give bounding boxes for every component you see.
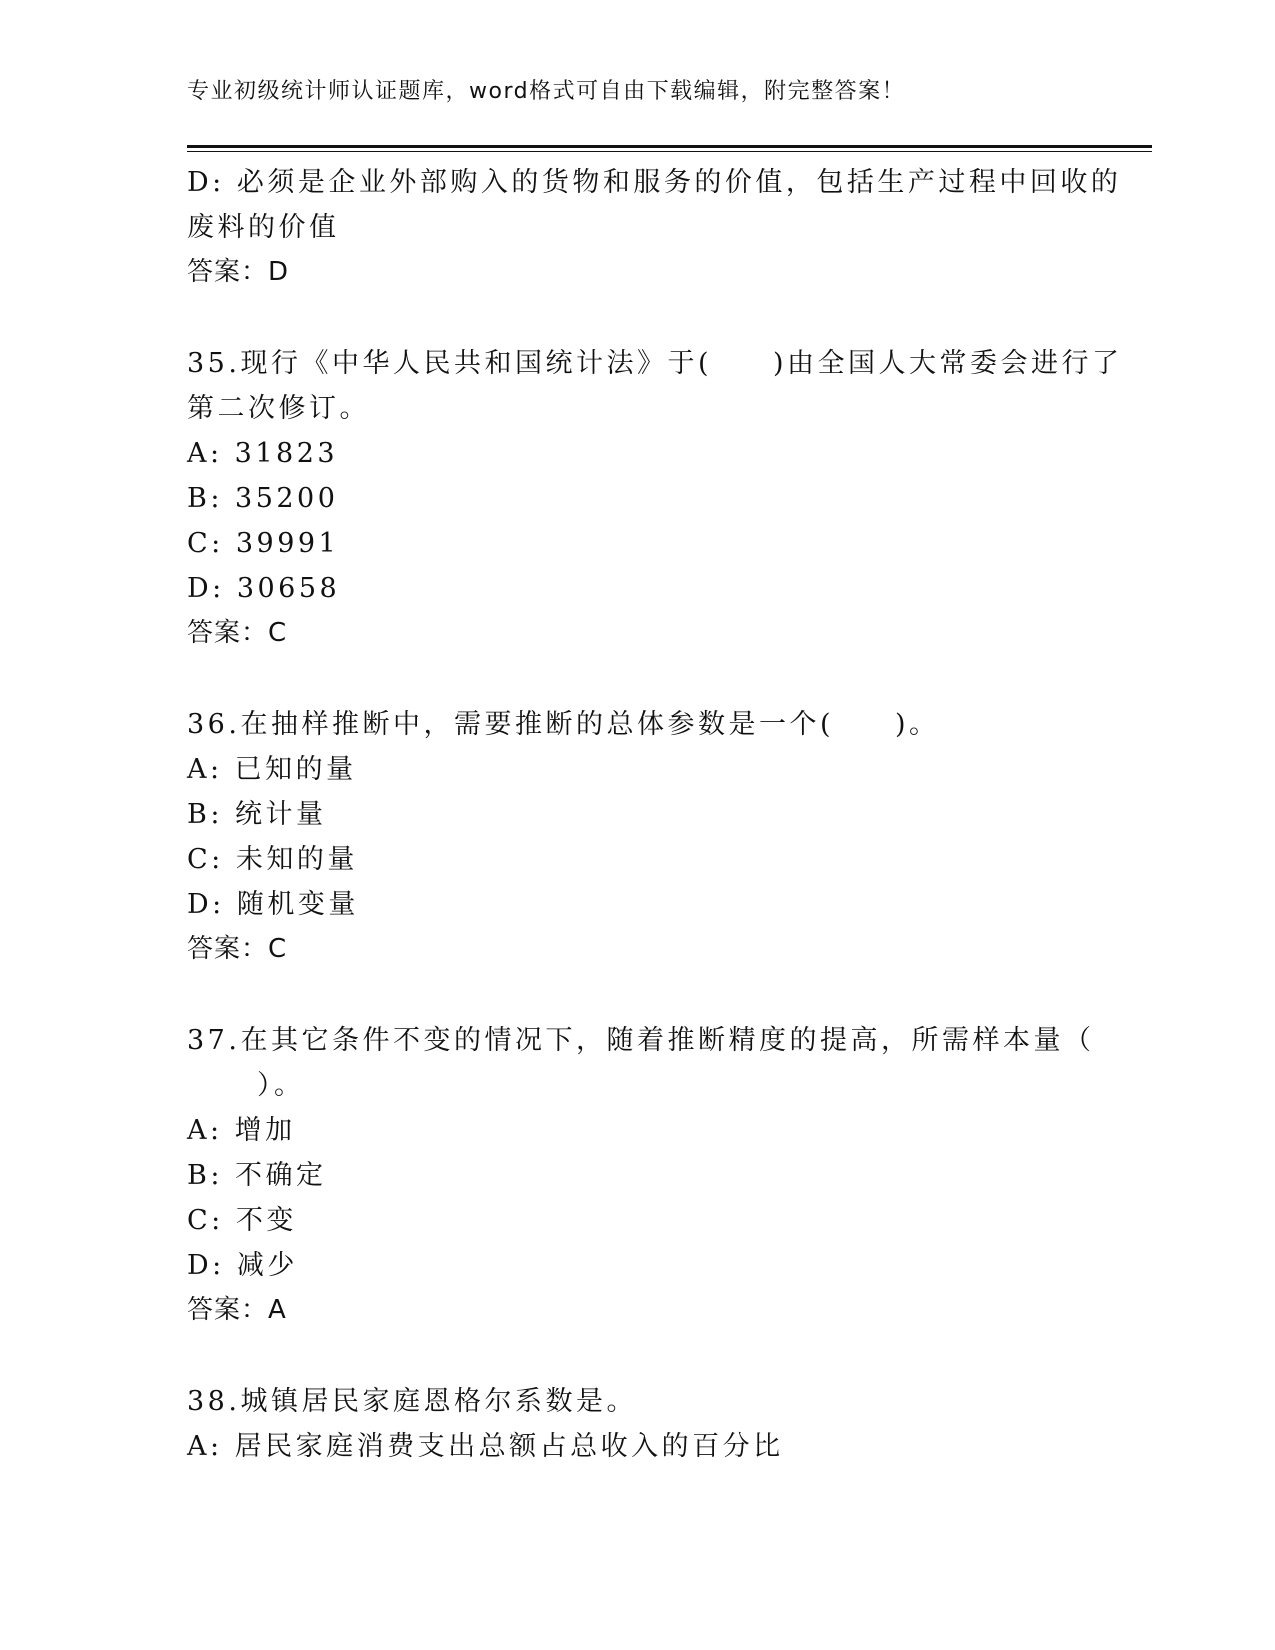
option-d: D: 减少 <box>187 1250 298 1281</box>
question-stem: 38.城镇居民家庭恩格尔系数是。 <box>187 1386 637 1417</box>
question-34 <box>187 160 1122 295</box>
page-header: 专业初级统计师认证题库，word格式可自由下载编辑，附完整答案！ <box>187 79 906 104</box>
option-c: C: 未知的量 <box>187 844 358 875</box>
question-stem: 36.在抽样推断中，需要推断的总体参数是一个( )。 <box>187 709 940 740</box>
answer: 答案：C <box>187 934 288 964</box>
spacer <box>187 656 1087 702</box>
question-stem-continued: ）。 <box>257 1070 305 1101</box>
option-a: A: 已知的量 <box>187 754 357 785</box>
question-stem-continued: 第二次修订。 <box>187 393 370 424</box>
option-c: C: 不变 <box>187 1205 297 1236</box>
question-35 <box>187 341 1123 656</box>
option-a: A: 31823 <box>187 438 339 469</box>
spacer <box>187 972 1087 1018</box>
option-d: D: 必须是企业外部购入的货物和服务的价值，包括生产过程中回收的 <box>187 167 1122 198</box>
option-b: B: 不确定 <box>187 1160 327 1191</box>
answer: 答案：D <box>187 257 290 287</box>
header-rule-thin <box>187 151 1152 152</box>
question-38 <box>187 1379 1087 1469</box>
question-stem: 35.现行《中华人民共和国统计法》于( )由全国人大常委会进行了 <box>187 348 1123 379</box>
option-a: A: 居民家庭消费支出总额占总收入的百分比 <box>187 1431 784 1462</box>
header-rule-thick <box>187 145 1152 148</box>
answer: 答案：C <box>187 618 288 648</box>
question-37 <box>187 1018 1095 1333</box>
question-list <box>187 160 1123 1469</box>
option-a: A: 增加 <box>187 1115 296 1146</box>
option-c: C: 39991 <box>187 528 340 559</box>
option-d: D: 30658 <box>187 573 341 604</box>
spacer <box>187 295 1087 341</box>
question-stem: 37.在其它条件不变的情况下，随着推断精度的提高，所需样本量（ <box>187 1025 1095 1056</box>
spacer <box>187 1333 1087 1379</box>
question-36 <box>187 702 1087 972</box>
option-b: B: 统计量 <box>187 799 327 830</box>
answer: 答案：A <box>187 1295 287 1325</box>
option-d: D: 随机变量 <box>187 889 359 920</box>
option-b: B: 35200 <box>187 483 339 514</box>
option-d-continued: 废料的价值 <box>187 212 340 243</box>
